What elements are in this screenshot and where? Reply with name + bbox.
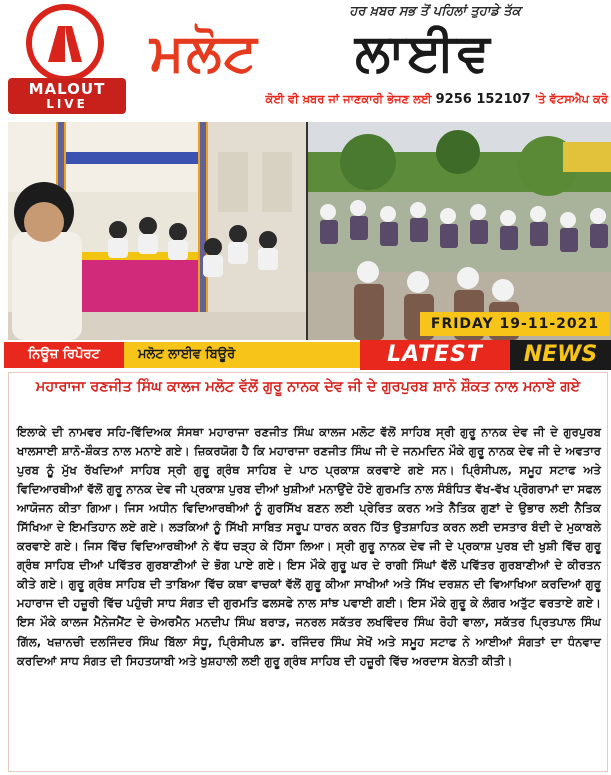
logo-line2: LIVE	[46, 97, 88, 111]
article-body: ਇਲਾਕੇ ਦੀ ਨਾਮਵਰ ਸਹਿ-ਵਿੱਦਿਅਕ ਸੰਸਥਾ ਮਹਾਰਾਜਾ ਰਣਜੀਤ ਸਿੰਘ ਕਾਲਜ ਮਲੋਟ ਵੱਲੋਂ ਸਾਹਿਬ ਸ੍ਰੀ ਗੁਰੂ ਨਾਨਕ ਦੇਵ ਜੀ ਦੇ ਗੁਰਪੁਰਬ ਖਾਲਸਾਈ ਸ਼ਾਨੋ-ਸ਼ੌਕਤ ਨਾਲ ਮਨਾਏ ਗਏ। ਜ਼ਿਕਰਯੋਗ ਹੈ ਕਿ ਮਹਾਰਾਜਾ ਰਣਜੀਤ ਸਿੰਘ ਜੀ ਦੇ ਜਨਮਦਿਨ ਮੌਕੇ ਗੁਰੂ ਨਾਨਕ ਦੇਵ ਜੀ ਦੇ ਅਵਤਾਰ ਪੁਰਬ ਨੂੰ ਮੁੱਖ ਰੱਖਦਿਆਂ ਸਾਹਿਬ ਸ੍ਰੀ ਗੁਰੂ ਗ੍ਰੰਥ ਸਾਹਿਬ ਦੇ ਪਾਠ ਪ੍ਰਕਾਸ਼ ਕਰਵਾਏ ਗਏ ਸਨ। ਪ੍ਰਿੰਸੀਪਲ, ਸਮੂਹ ਸਟਾਫ ਅਤੇ ਵਿਦਿਆਰਥੀਆਂ ਵੱਲੋਂ ਗੁਰੂ ਨਾਨਕ ਦੇਵ ਜੀ ਪ੍ਰਕਾਸ਼ ਪੁਰਬ ਦੀਆਂ ਖੁਸ਼ੀਆਂ ਮਨਾਉਂਦੇ ਹੋਏ ਗੁਰਮਤਿ ਨਾਲ ਸੰਬੰਧਿਤ ਵੱਖ-ਵੱਖ ਪ੍ਰੋਗਰਾਮਾਂ ਦਾ ਸਫਲ ਆਯੋਜਨ ਕੀਤਾ ਗਿਆ। ਜਿਸ ਅਧੀਨ ਵਿਦਿਆਰਥੀਆਂ ਨੂੰ ਗੁਰਸਿੱਖ ਬਣਨ ਲਈ ਪ੍ਰੇਰਿਤ ਕਰਨ ਅਤੇ ਨੈਤਿਕ ਗੁਣਾਂ ਦੇ ਉਭਾਰ ਲਈ ਨੈਤਿਕ ਸਿੱਖਿਆ ਦੇ ਇਮਤਿਹਾਨ ਲਏ ਗਏ। ਲੜਕਿਆਂ ਨੂੰ ਸਿੱਖੀ ਸਾਬਿਤ ਸਰੂਪ ਧਾਰਨ ਕਰਨ ਹਿੱਤ ਉਤਸ਼ਾਹਿਤ ਕਰਨ ਲਈ ਦਸਤਾਰ ਬੰਦੀ ਦੇ ਮੁਕਾਬਲੇ ਕਰਵਾਏ ਗਏ। ਜਿਸ ਵਿੱਚ ਵਿਦਿਆਰਥੀਆਂ ਨੇ ਵੱਧ ਚੜ੍ਹ ਕੇ ਹਿੱਸਾ ਲਿਆ। ਸ੍ਰੀ ਗੁਰੂ ਨਾਨਕ ਦੇਵ ਜੀ ਦੇ ਪ੍ਰਕਾਸ਼ ਪੁਰਬ ਦੀ ਖੁਸ਼ੀ ਵਿੱਚ ਗੁਰੂ ਗ੍ਰੰਥ ਸਾਹਿਬ ਦੀਆਂ ਪਵਿੱਤਰ ਗੁਰਬਾਣੀਆਂ ਦੇ ਭੋਗ ਪਾਏ ਗਏ। ਇਸ ਮੌਕੇ ਗੁਰੂ ਘਰ ਦੇ ਰਾਗੀ ਸਿੰਘਾਂ ਵੱਲੋਂ ਪਵਿੱਤਰ ਗੁਰਬਾਣੀਆਂ ਦੇ ਕੀਰਤਨ ਕੀਤੇ ਗਏ। ਗੁਰੂ ਗ੍ਰੰਥ ਸਾਹਿਬ ਦੀ ਤਾਬਿਆ ਵਿੱਚ ਕਥਾ ਵਾਚਕਾਂ ਵੱਲੋਂ ਗੁਰੂ ਕੀਆ ਸਾਖੀਆਂ ਅਤੇ ਸਿੱਖ ਦਰਸ਼ਨ ਦੀ ਵਿਆਖਿਆ ਕਰਦਿਆਂ ਗੁਰੂ ਮਹਾਰਾਜ ਦੀ ਹਜ਼ੂਰੀ ਵਿੱਚ ਪਹੁੰਚੀ ਸਾਧ ਸੰਗਤ ਦੀ ਗੁਰਮਤਿ ਫਲਸਫੇ ਨਾਲ ਸਾਂਝ ਪਵਾਈ ਗਈ। ਇਸ ਮੌਕੇ ਗੁਰੂ ਕੇ ਲੰਗਰ ਅਤੁੱਟ ਵਰਤਾਏ ਗਏ। ਇਸ ਮੌਕੇ ਕਾਲਜ ਮੈਨੇਜਮੈਂਟ ਦੇ ਚੇਅਰਮੈਨ ਮਨਦੀਪ ਸਿੰਘ ਬਰਾੜ, ਜਨਰਲ ਸਕੱਤਰ ਲਖਵਿੰਦਰ ਸਿੰਘ ਰੋਹੀ ਵਾਲਾ, ਸਕੱਤਰ ਪ੍ਰਿਤਪਾਲ ਸਿੰਘ ਗਿੱਲ, ਖਜ਼ਾਨਚੀ ਦਲਜਿੰਦਰ ਸਿੰਘ ਬਿੱਲਾ ਸੰਧੂ, ਪ੍ਰਿੰਸੀਪਲ ਡਾ. ਰਜਿੰਦਰ ਸਿੰਘ ਸੇਖੋਂ ਅਤੇ ਸਮੂਹ ਸਟਾਫ ਨੇ ਆਈਆਂ ਸੰਗਤਾਂ ਦਾ ਧੰਨਵਾਦ ਕਰਦਿਆਂ ਸਾਧ ਸੰਗਤ ਦੀ ਸਿਹਤਯਾਬੀ ਅਤੇ ਖੁਸ਼ਹਾਲੀ ਲਈ ਗੁਰੂ ਗ੍ਰੰਥ ਸਾਹਿਬ ਦੀ ਹਜ਼ੂਰੀ ਵਿੱਚ ਅਰਦਾਸ ਬੇਨਤੀ ਕੀਤੀ।	[17, 425, 601, 668]
bureau-label: ਮਲੋਟ ਲਾਈਵ ਬਿਊਰੋ	[124, 342, 360, 368]
brand-word-1: ਮਲੋਟ	[150, 23, 259, 83]
photo-sangat-outdoors	[308, 122, 611, 340]
news-report-label: ਨਿਊਜ਼ ਰਿਪੋਰਟ	[4, 342, 124, 368]
article-headline: ਮਹਾਰਾਜਾ ਰਣਜੀਤ ਸਿੰਘ ਕਾਲਜ ਮਲੋਟ ਵੱਲੋਂ ਗੁਰੂ ਨਾਨਕ ਦੇਵ ਜੀ ਦੇ ਗੁਰਪੁਰਬ ਸ਼ਾਨੋ ਸ਼ੌਕਤ ਨਾਲ ਮਨਾਏ ਗਏ	[35, 379, 581, 395]
logo-circle	[26, 4, 104, 82]
article	[8, 372, 608, 772]
logo-text-box	[8, 78, 126, 114]
brand-title	[150, 20, 606, 86]
logo-line1: MALOUT	[28, 80, 106, 98]
latest-badge: LATEST	[360, 340, 510, 370]
logo-m-icon	[32, 10, 98, 76]
masthead	[0, 0, 611, 120]
photo-kirtan-hall	[8, 122, 306, 340]
malout-live-logo[interactable]	[8, 4, 126, 116]
contact-prefix: ਕੋਈ ਵੀ ਖ਼ਬਰ ਜਾਂ ਜਾਣਕਾਰੀ ਭੇਜਣ ਲਈ	[265, 92, 432, 106]
event-photos	[8, 122, 611, 340]
brand-word-2: ਲਾਈਵ	[355, 23, 492, 83]
tagline: ਹਰ ਖ਼ਬਰ ਸਭ ਤੋਂ ਪਹਿਲਾਂ ਤੁਹਾਡੇ ਤੱਕ	[349, 4, 521, 19]
report-bar	[0, 340, 611, 370]
whatsapp-contact	[128, 92, 608, 114]
news-badge: NEWS	[510, 340, 611, 370]
photo-kirtan-illustration	[8, 122, 306, 340]
contact-phone[interactable]: 9256 152107	[435, 92, 531, 107]
contact-suffix: 'ਤੇ ਵੱਟਸਐਪ ਕਰੋ	[534, 92, 608, 106]
photo-sangat-illustration	[308, 122, 611, 340]
date-badge: FRIDAY 19-11-2021	[420, 312, 610, 336]
